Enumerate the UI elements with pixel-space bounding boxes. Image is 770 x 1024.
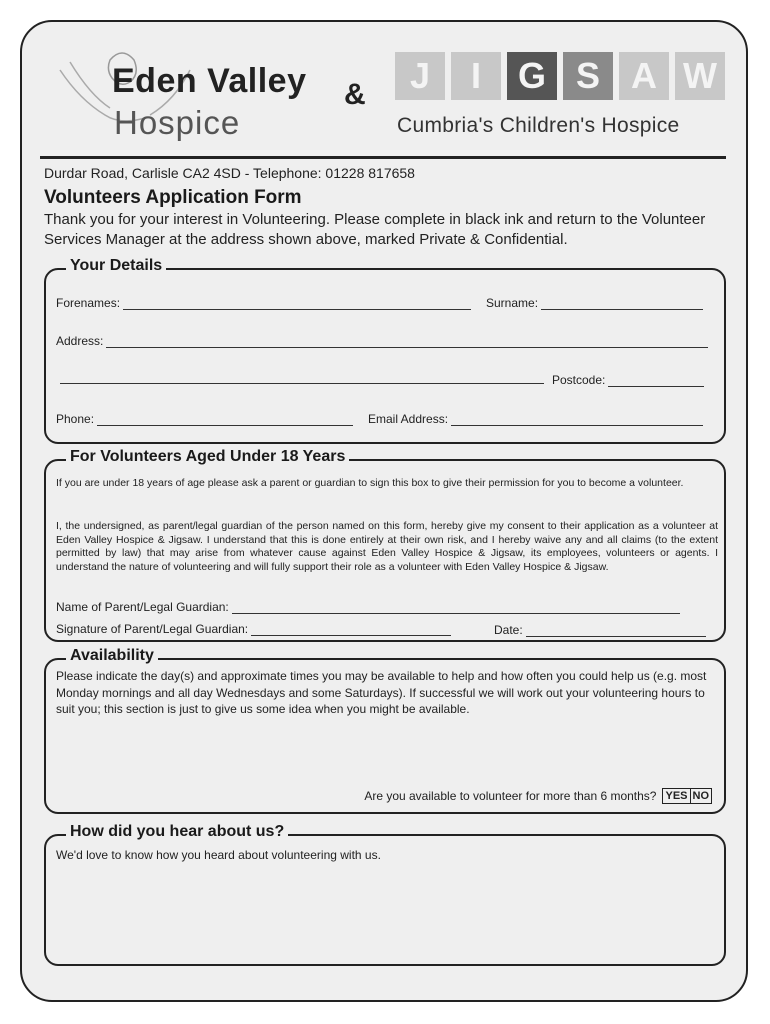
- email-input[interactable]: [451, 415, 703, 426]
- section-legend: Availability: [66, 647, 158, 665]
- date-label: Date:: [494, 623, 523, 637]
- yes-no-options: [662, 788, 712, 804]
- guardian-consent-text: I, the undersigned, as parent/legal guardian of the person named on this form, hereby give my consent to their application as a volunteer at Eden Valley Hospice & Jigsaw. I understand that this is done entirely at their own risk, and I hereby waive any and all claims (to the extent permitted by law) that may arise from whatever cause against Eden Valley Hospice & Jigsaw, its employees, volunteers or agents. I understand the nature of volunteering and will fully support their role as a volunteer with Eden Valley Hospice & Jigsaw.: [56, 520, 718, 573]
- six-months-label: Are you available to volunteer for more than 6 months?: [364, 789, 657, 803]
- guardian-name-field[interactable]: [56, 600, 680, 614]
- surname-label: Surname:: [486, 296, 539, 310]
- address-input[interactable]: [106, 337, 708, 348]
- hear-instructions: We'd love to know how you heard about volunteering with us.: [56, 848, 381, 862]
- guardian-name-input[interactable]: [232, 603, 680, 614]
- forenames-field[interactable]: [56, 296, 471, 310]
- jigsaw-logo: [395, 52, 725, 100]
- guardian-signature-field[interactable]: [56, 622, 451, 636]
- form-intro: Thank you for your interest in Volunteering. Please complete in black ink and return to the Volunteer Services Manager at the address shown above, marked Private & Confidential.: [44, 211, 706, 248]
- eden-valley-logo-text: Eden Valley: [112, 62, 307, 100]
- forenames-label: Forenames:: [56, 296, 121, 310]
- email-label: Email Address:: [368, 412, 449, 426]
- email-field[interactable]: [368, 412, 703, 426]
- ampersand: &: [344, 78, 366, 111]
- address-field[interactable]: [56, 334, 708, 348]
- jigsaw-letter: A: [619, 52, 669, 100]
- jigsaw-letter: W: [675, 52, 725, 100]
- form-title: Volunteers Application Form: [44, 187, 302, 208]
- jigsaw-letter: J: [395, 52, 445, 100]
- surname-field[interactable]: [486, 296, 703, 310]
- date-field[interactable]: [494, 623, 706, 637]
- postcode-label: Postcode:: [552, 373, 606, 387]
- header-divider: [40, 156, 726, 159]
- jigsaw-subtitle: Cumbria's Children's Hospice: [397, 114, 680, 137]
- jigsaw-letter: I: [451, 52, 501, 100]
- section-legend: For Volunteers Aged Under 18 Years: [66, 448, 349, 466]
- how-did-you-hear-section[interactable]: [44, 823, 726, 966]
- phone-input[interactable]: [97, 415, 353, 426]
- under-18-instructions: If you are under 18 years of age please ask a parent or guardian to sign this box to give their permission for you to become a volunteer.: [56, 477, 684, 489]
- forenames-input[interactable]: [123, 299, 471, 310]
- no-option[interactable]: NO: [690, 789, 712, 803]
- postcode-input[interactable]: [608, 376, 704, 387]
- phone-field[interactable]: [56, 412, 353, 426]
- date-input[interactable]: [526, 626, 706, 637]
- address-line-2[interactable]: [60, 373, 544, 384]
- section-legend: Your Details: [66, 257, 166, 275]
- six-months-question: [364, 788, 712, 804]
- guardian-name-label: Name of Parent/Legal Guardian:: [56, 600, 229, 614]
- section-legend: How did you hear about us?: [66, 823, 288, 841]
- hospice-logo-text: Hospice: [114, 104, 241, 141]
- yes-option[interactable]: YES: [665, 790, 688, 802]
- guardian-signature-label: Signature of Parent/Legal Guardian:: [56, 622, 249, 636]
- address-input-2[interactable]: [60, 373, 544, 384]
- phone-label: Phone:: [56, 412, 95, 426]
- your-details-section: [44, 257, 726, 444]
- postcode-field[interactable]: [552, 373, 704, 387]
- under-18-section: [44, 448, 726, 642]
- address-label: Address:: [56, 334, 104, 348]
- contact-address: Durdar Road, Carlisle CA2 4SD - Telephone: 01228 817658: [44, 165, 415, 181]
- guardian-signature-input[interactable]: [251, 625, 451, 636]
- jigsaw-letter: G: [507, 52, 557, 100]
- availability-section: [44, 647, 726, 814]
- surname-input[interactable]: [541, 299, 703, 310]
- jigsaw-letter: S: [563, 52, 613, 100]
- availability-instructions: Please indicate the day(s) and approximate times you may be available to help and how often you could help us (e.g. most Monday mornings and all day Wednesdays and some Saturdays). If successful we will work out your volunteering hours to suit you; this section is just to give us some idea when you might be available.: [56, 669, 707, 716]
